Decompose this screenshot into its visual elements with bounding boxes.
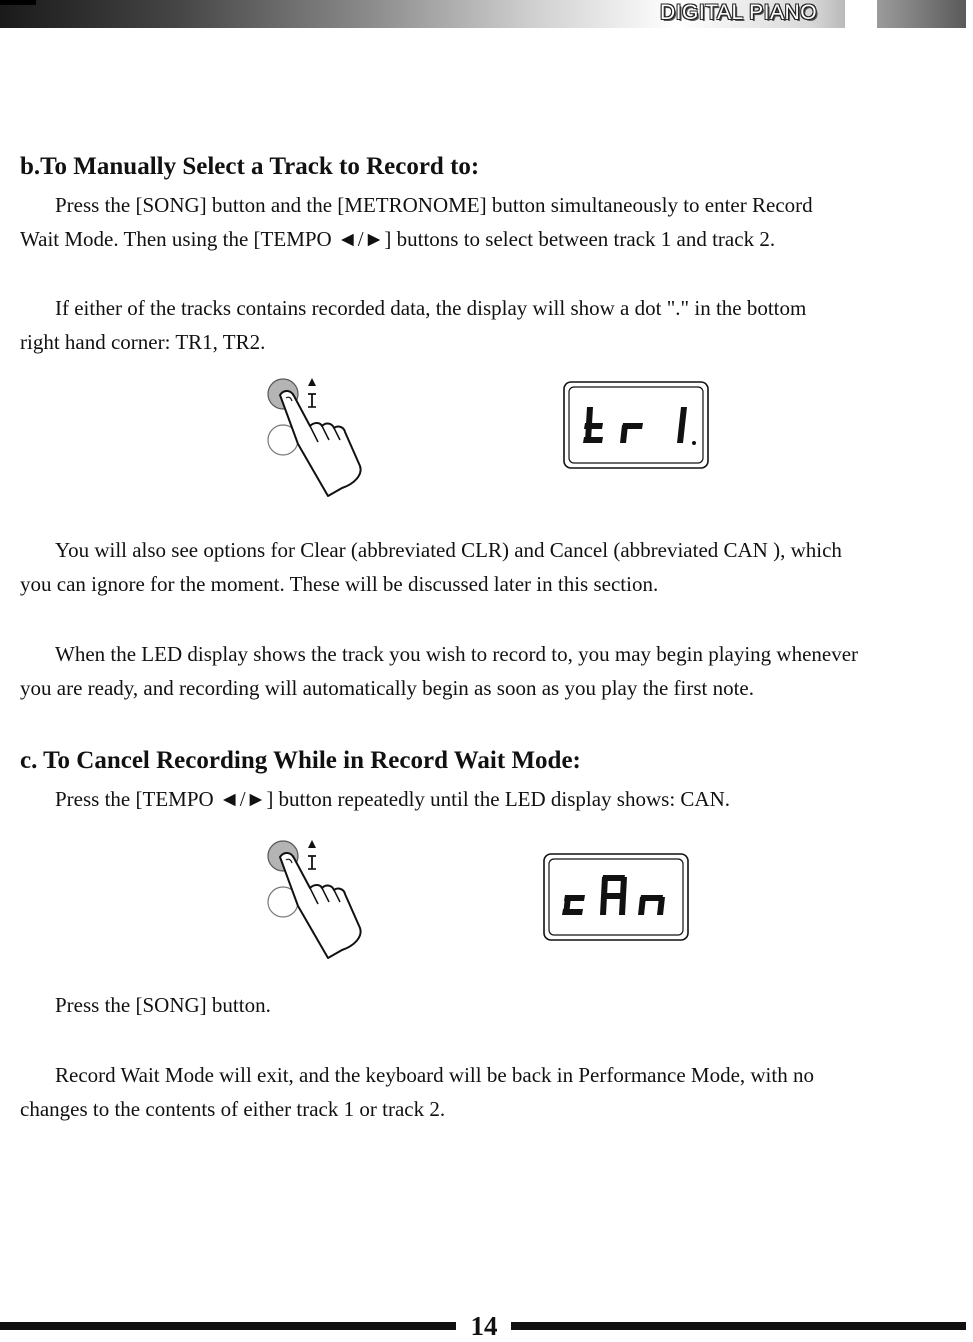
header-bar <box>0 0 966 28</box>
led-display-tr1 <box>563 381 709 469</box>
header-title: DIGITAL PIANO <box>660 1 818 24</box>
section-b-p3-line1: You will also see options for Clear (abbreviated CLR) and Cancel (abbreviated CAN ), which <box>55 538 842 562</box>
section-b-p2-line1: If either of the tracks contains recorded data, the display will show a dot "." in the bottom <box>55 296 807 320</box>
section-b-p1-line2: Wait Mode. Then using the [TEMPO ◄/►] buttons to select between track 1 and track 2. <box>20 227 776 251</box>
section-c-heading: c. To Cancel Recording While in Record Wait Mode: <box>20 747 581 774</box>
section-c-p2: Press the [SONG] button. <box>55 993 271 1017</box>
page-number: 14 <box>470 1311 498 1341</box>
section-c-p3-line2: changes to the contents of either track 1 or track 2. <box>20 1097 446 1121</box>
header-gap <box>845 0 877 28</box>
led-display-can <box>543 853 689 941</box>
footer-rule-right <box>511 1322 966 1330</box>
section-b-p4-line2: you are ready, and recording will automatically begin as soon as you play the first note. <box>20 676 755 700</box>
hand-pressing-tempo-button-icon <box>258 836 370 960</box>
footer-rule-left <box>0 1322 456 1330</box>
section-c-p1: Press the [TEMPO ◄/►] button repeatedly until the LED display shows: CAN. <box>55 787 730 811</box>
section-b-p2-line2: right hand corner: TR1, TR2. <box>20 330 266 354</box>
section-b-p4-line1: When the LED display shows the track you wish to record to, you may begin playing whenever <box>55 642 859 666</box>
section-c-p3-line1: Record Wait Mode will exit, and the keyboard will be back in Performance Mode, with no <box>55 1063 814 1087</box>
section-b-p3-line2: you can ignore for the moment. These will be discussed later in this section. <box>20 572 659 596</box>
header-notch <box>0 0 36 5</box>
section-b-heading: b.To Manually Select a Track to Record to: <box>20 153 480 180</box>
section-b-p1-line1: Press the [SONG] button and the [METRONOME] button simultaneously to enter Record <box>55 193 813 217</box>
hand-pressing-tempo-button-icon <box>258 374 370 498</box>
